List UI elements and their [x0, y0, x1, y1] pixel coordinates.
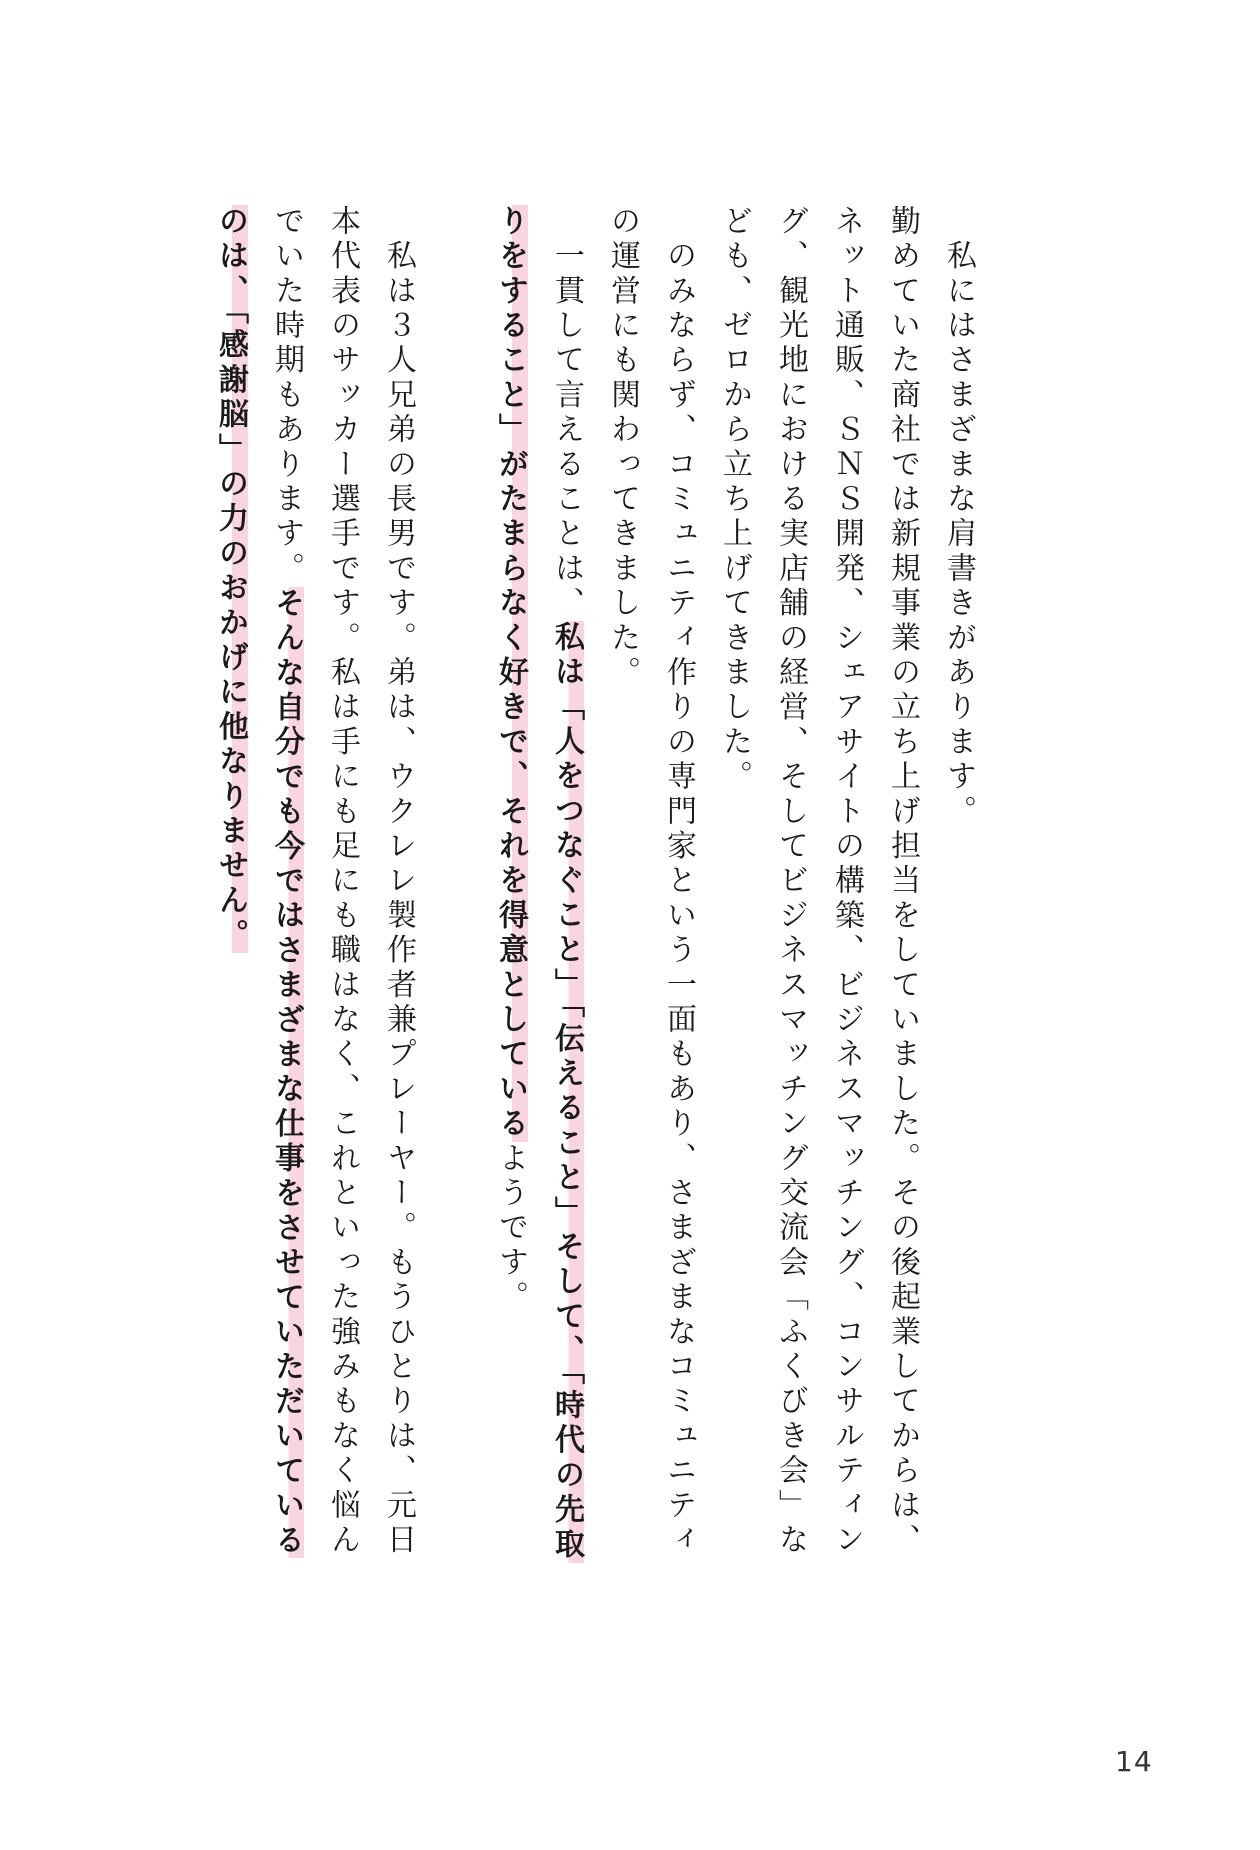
- text-segment: の運営にも関わってきました。: [605, 205, 640, 691]
- text-segment: 本代表のサッカー選手です。私は手にも足にも職はなく、これといった強みもなく悩ん: [325, 205, 360, 1559]
- highlighted-text: のは、「感謝脳」の力のおかげに他なりません。: [213, 205, 248, 954]
- text-line: [772, 205, 808, 1558]
- text-line: [828, 205, 864, 1558]
- text-segment: 勤めていた商社では新規事業の立ち上げ担当をしていました。その後起業してからは、: [885, 205, 920, 1559]
- text-line: [884, 205, 920, 1558]
- text-line: [716, 205, 752, 795]
- text-segment: ども、ゼロから立ち上げてきました。: [717, 205, 752, 795]
- vertical-text-block: [213, 205, 980, 1564]
- text-line: [212, 205, 248, 953]
- text-line: [324, 205, 360, 1558]
- text-segment: のみならず、コミュニティ作りの専門家という一面もあり、さまざまなコミュニティ: [661, 205, 696, 1559]
- text-line: [492, 205, 528, 1315]
- text-line: [268, 205, 304, 1558]
- highlighted-text: そんな自分でも今ではさまざまな仕事をさせていただいている: [269, 586, 304, 1559]
- text-segment: ようです。: [493, 1141, 528, 1316]
- text-segment: 私は３人兄弟の長男です。弟は、ウクレレ製作者兼プレーヤー。もうひとりは、元日: [381, 205, 416, 1559]
- text-segment: 私にはさまざまな肩書きがあります。: [941, 205, 976, 830]
- text-line: [660, 205, 696, 1558]
- text-line: [604, 205, 640, 691]
- text-segment: ネット通販、ＳＮＳ開発、シェアサイトの構築、ビジネスマッチング、コンサルティン: [829, 205, 864, 1559]
- highlighted-text: 私は「人をつなぐこと」「伝えること」そして、「時代の先取: [549, 621, 584, 1564]
- text-segment: グ、観光地における実店舗の経営、そしてビジネスマッチング交流会「ふくびき会」な: [773, 205, 808, 1559]
- text-line: [548, 205, 584, 1563]
- text-segment: でいた時期もあります。: [269, 205, 304, 587]
- text-segment: 一貫して言えることは、: [549, 205, 584, 622]
- text-line: [940, 205, 976, 830]
- page-number: 14: [1115, 1745, 1153, 1778]
- highlighted-text: りをすること」がたまらなく好きで、それを得意としている: [493, 205, 528, 1142]
- text-line: [380, 205, 416, 1558]
